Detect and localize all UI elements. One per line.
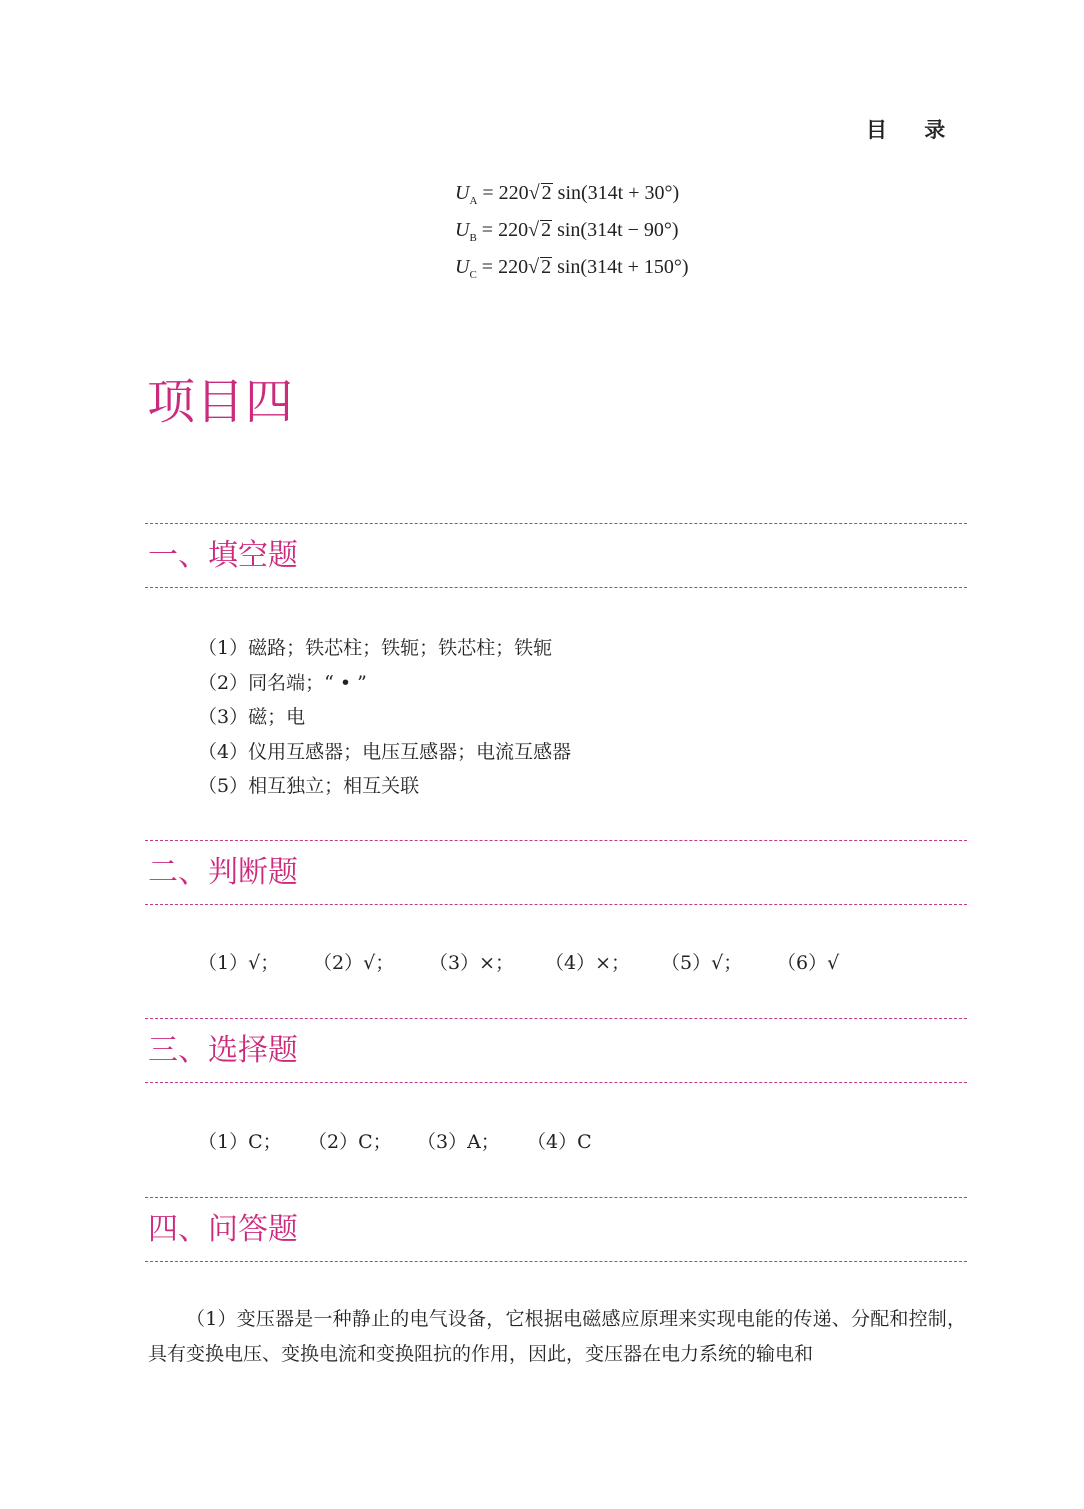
formula-sine: sin(314t + 30°) [557, 182, 680, 204]
answer-item: （1）C； [198, 1131, 282, 1153]
true-false-answers [198, 948, 839, 975]
answer-item: （3）A； [417, 1131, 500, 1153]
radical-sign: √ [528, 219, 540, 241]
multiple-choice-answers [198, 1127, 592, 1154]
toc-header-label: 目 录 [866, 118, 961, 142]
formula-root: 2 [541, 219, 552, 241]
answer-item: （4）×； [545, 952, 631, 974]
formula-variable: U [455, 219, 470, 241]
formula-coefficient: = 220 [476, 219, 529, 241]
answer-item: （4）仪用互感器；电压互感器；电流互感器 [198, 740, 572, 763]
section-qa-header [145, 1197, 967, 1262]
formula-subscript: B [469, 232, 477, 244]
formula-variable: U [455, 256, 470, 278]
formula-root: 2 [541, 256, 552, 278]
formula-phase-b [455, 219, 689, 256]
section-title: 二、判断题 [148, 855, 298, 890]
formula-variable: U [455, 182, 470, 204]
formula-coefficient: = 220 [476, 256, 529, 278]
formula-sine: sin(314t + 150°) [557, 256, 689, 278]
section-title: 四、问答题 [148, 1212, 298, 1247]
answer-item: （2）同名端；“ • ” [198, 671, 367, 694]
formula-coefficient: = 220 [477, 182, 529, 204]
radical-sign: √ [528, 182, 540, 204]
section-fill-blank-header [145, 523, 967, 588]
answer-item: （2）C； [308, 1131, 392, 1153]
fill-blank-answers [198, 633, 571, 806]
answer-item: （1）磁路；铁芯柱；铁轭；铁芯柱；铁轭 [198, 637, 553, 659]
answer-item: （3）×； [429, 952, 515, 974]
answer-item: （5）√； [661, 952, 743, 974]
dashed-divider [145, 587, 967, 588]
dashed-divider [145, 1082, 967, 1083]
formula-phase-a [455, 182, 689, 219]
answer-item: （6）√ [777, 952, 840, 974]
formula-sine: sin(314t − 90°) [557, 219, 679, 241]
section-title: 三、选择题 [148, 1033, 298, 1068]
answer-item: （2）√； [313, 952, 395, 974]
radical-sign: √ [528, 256, 540, 278]
section-multiple-choice-header [145, 1018, 967, 1083]
formula-root: 2 [541, 182, 552, 204]
dashed-divider [145, 1261, 967, 1262]
answer-item: （4）C [527, 1131, 592, 1153]
answer-item: （1）√； [198, 952, 280, 974]
voltage-formulas [455, 182, 689, 293]
formula-subscript: C [469, 269, 477, 281]
section-true-false-header [145, 840, 967, 905]
answer-item: （5）相互独立；相互关联 [198, 775, 420, 797]
formula-subscript: A [469, 195, 478, 207]
project-title: 项目四 [147, 374, 295, 430]
qa-answer-paragraph: （1）变压器是一种静止的电气设备，它根据电磁感应原理来实现电能的传递、分配和控制，具有变换电压、变换电流和变换阻抗的作用，因此，变压器在电力系统的输电和 [148, 1308, 966, 1365]
formula-phase-c [455, 256, 689, 293]
dashed-divider [145, 904, 967, 905]
section-title: 一、填空题 [148, 538, 298, 573]
answer-item: （3）磁；电 [198, 706, 306, 728]
